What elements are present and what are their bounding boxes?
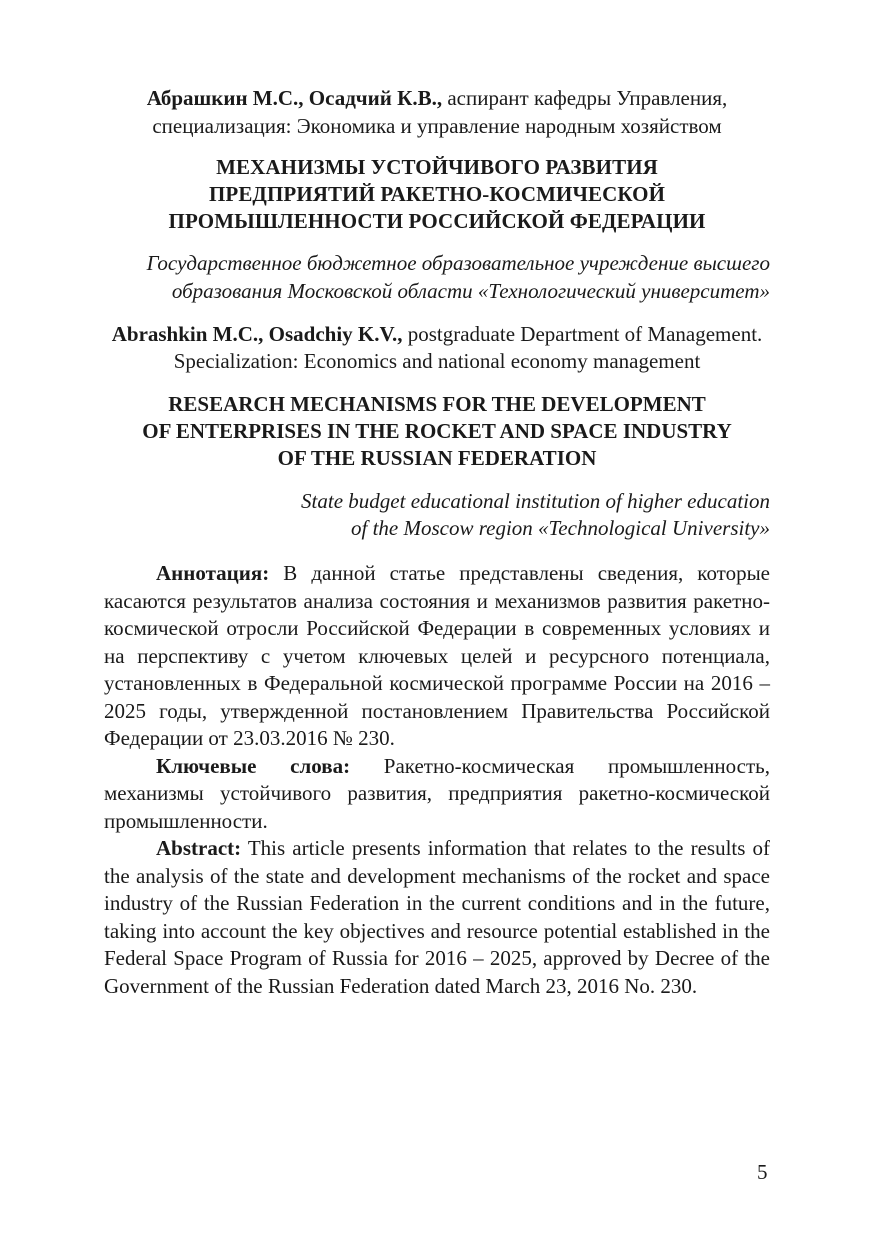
keywords-label: Ключевые слова:: [156, 753, 351, 778]
title-ru-line: ПРЕДПРИЯТИЙ РАКЕТНО-КОСМИЧЕСКОЙ: [208, 182, 666, 206]
abstract-paragraph: [104, 835, 770, 1000]
authors-en-position: postgraduate Department of Management. Specialization: Economics and national economy management: [173, 322, 763, 373]
authors-ru-position: аспирант кафедры Управления, специализация: Экономика и управление народным хозяйством: [152, 86, 728, 138]
keywords-paragraph: [104, 753, 770, 836]
authors-en-names: Abrashkin M.C., Osadchiy K.V.,: [111, 322, 403, 346]
title-ru-line: ПРОМЫШЛЕННОСТИ РОССИЙСКОЙ ФЕДЕРАЦИИ: [168, 209, 706, 233]
paper-page: [104, 84, 770, 1000]
annotation-label: Аннотация:: [156, 561, 270, 585]
annotation-text: В данной статье представлены сведения, которые касаются результатов анализа состояния и механизмов развития ракетно-космической отросли Российской Федерации в современных условиях и на перспективу с учетом ключевых целей и ресурсного потенциала, установленных в Федеральной космической программе России на 2016 – 2025 годы, утвержденной постановлением Правительства Российской Федерации от 23.03.2016 № 230.: [104, 561, 770, 750]
page-number: 5: [757, 1160, 768, 1184]
title-ru: [104, 154, 770, 235]
title-en: [104, 391, 770, 472]
abstract-label: Abstract:: [156, 836, 242, 860]
affiliation-en-line: of the Moscow region «Technological University»: [351, 516, 770, 540]
title-en-line: OF THE RUSSIAN FEDERATION: [277, 446, 597, 470]
title-en-line: RESEARCH MECHANISMS FOR THE DEVELOPMENT: [168, 392, 706, 416]
affiliation-en: [104, 488, 770, 542]
affiliation-ru: Государственное бюджетное образовательное учреждение высшего образования Московской области «Технологический университет»: [146, 251, 770, 303]
affiliation-en-line: State budget educational institution of higher education: [301, 489, 770, 513]
title-ru-line: МЕХАНИЗМЫ УСТОЙЧИВОГО РАЗВИТИЯ: [216, 155, 658, 179]
title-en-line: OF ENTERPRISES IN THE ROCKET AND SPACE INDUSTRY: [142, 419, 732, 443]
authors-ru-names: Абрашкин М.С., Осадчий К.В.,: [146, 86, 443, 110]
authors-ru: [104, 84, 770, 140]
abstract-text: This article presents information that relates to the results of the analysis of the state and development mechanisms of the rocket and space industry of the Russian Federation in the current conditions and in the future, taking into account the key objectives and resource potential established in the Federal Space Program of Russia for 2016 – 2025, approved by Decree of the Government of the Russian Federation dated March 23, 2016 No. 230.: [104, 836, 770, 998]
annotation-paragraph: [104, 560, 770, 753]
keywords-text: Ракетно-космическая промышленность, механизмы устойчивого развития, предприятия ракетно-космической промышленности.: [104, 753, 770, 833]
authors-en: [104, 321, 770, 375]
